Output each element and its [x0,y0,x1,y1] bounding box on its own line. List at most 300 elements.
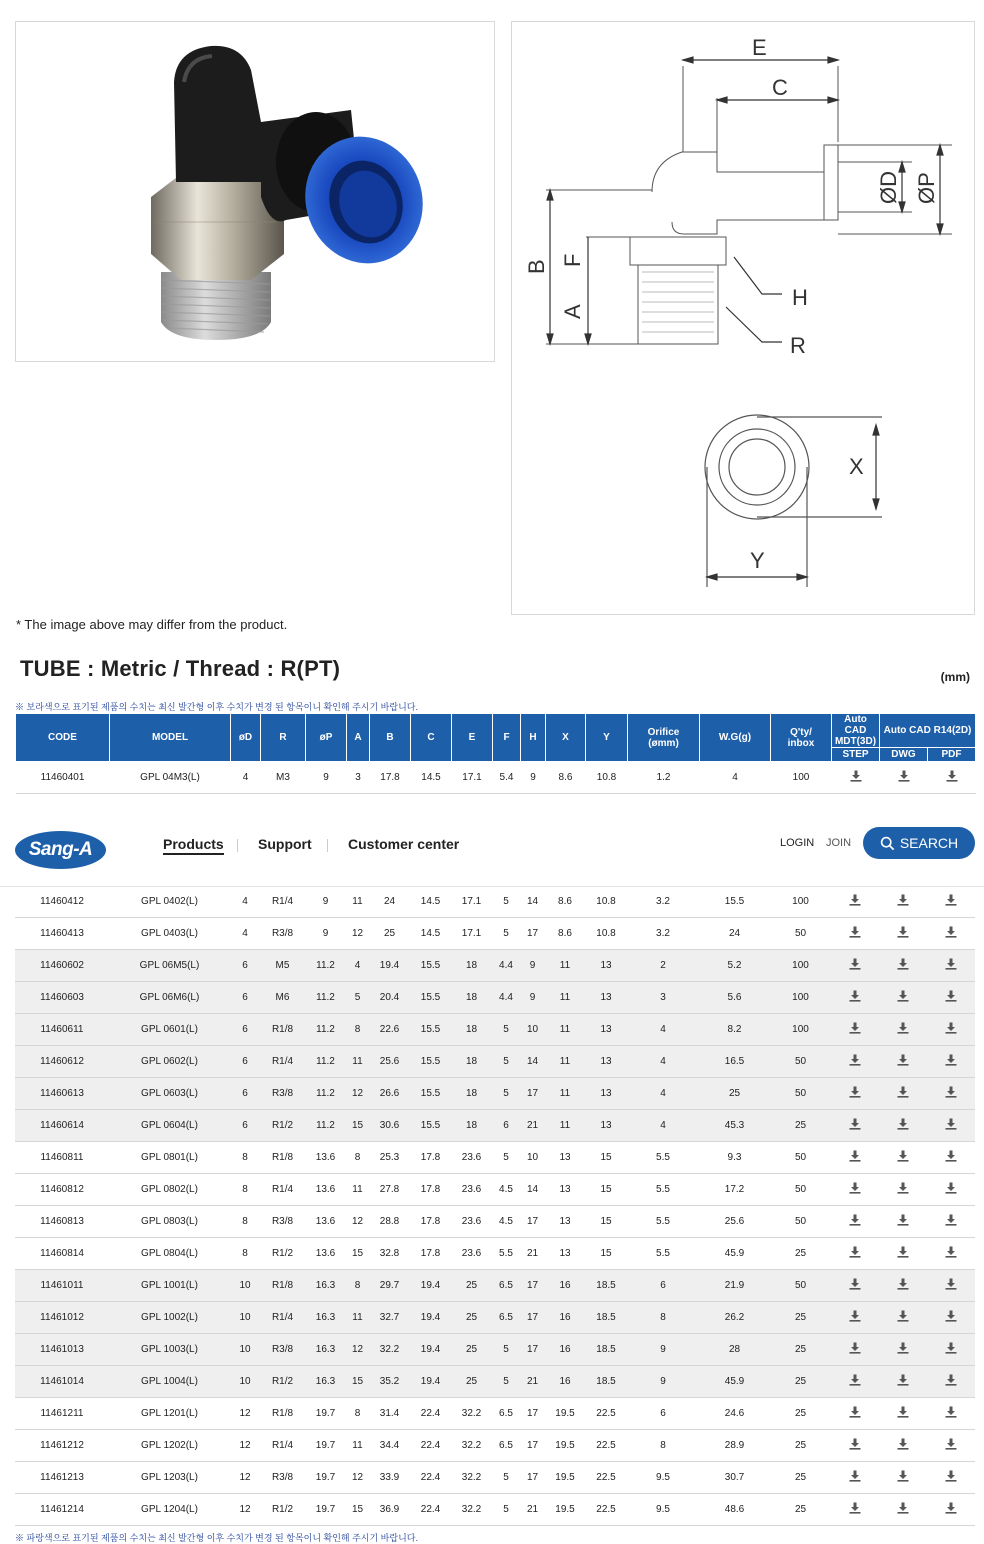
label-op: ØP [914,172,939,204]
pdf-download-icon[interactable] [945,1310,957,1322]
table-row [15,1366,975,1398]
dwg-download-icon[interactable] [897,926,909,938]
table-cell: 36.9 [369,1494,410,1526]
table-cell: 13.6 [305,1142,346,1174]
table-cell: 5 [492,1366,520,1398]
table-cell: 11.2 [305,1014,346,1046]
nav-support[interactable]: Support [258,836,312,852]
table-cell: 16.3 [305,1270,346,1302]
table-cell: 22.5 [585,1462,627,1494]
table-cell: 18 [451,982,492,1014]
dwg-download-cell [879,982,927,1014]
table-cell: 28.8 [369,1206,410,1238]
table-row [15,1238,975,1270]
table-cell: 13 [585,1110,627,1142]
table-cell: 5.5 [492,1238,520,1270]
table-cell: 13.6 [305,1206,346,1238]
login-link[interactable]: LOGIN [780,837,815,849]
table-cell: 5.5 [627,1174,699,1206]
table-cell: 100 [770,982,831,1014]
label-r: R [790,333,806,358]
table-cell: 28.9 [699,1430,770,1462]
dwg-download-icon[interactable] [897,1246,909,1258]
pdf-download-cell [927,918,975,950]
table-cell: 11460611 [15,1014,109,1046]
table-row [15,1206,975,1238]
th-op: øP [306,714,347,762]
table-cell: GPL 1004(L) [109,1366,230,1398]
table-cell: 9.5 [627,1462,699,1494]
table-cell: 5.6 [699,982,770,1014]
table-cell: 19.4 [369,950,410,982]
dwg-download-icon[interactable] [897,894,909,906]
dwg-download-cell [879,1302,927,1334]
table-cell: 19.4 [410,1334,451,1366]
table-cell: 15 [585,1142,627,1174]
table-cell: 13.6 [305,1238,346,1270]
step-download-cell [831,1270,879,1302]
table-cell: 3 [347,762,370,794]
pdf-download-cell [927,1270,975,1302]
table-cell: GPL 0601(L) [109,1014,230,1046]
table-cell: 8 [230,1238,260,1270]
table-cell: 22.4 [410,1398,451,1430]
table-cell: 5 [492,1142,520,1174]
table-cell: 9 [627,1366,699,1398]
dwg-download-icon[interactable] [897,1438,909,1450]
pdf-download-icon[interactable] [945,1214,957,1226]
table-cell: 5 [492,1014,520,1046]
table-cell: 1.2 [628,762,700,794]
dwg-download-cell [879,1398,927,1430]
dwg-download-icon[interactable] [897,1310,909,1322]
step-download-icon[interactable] [849,1438,861,1450]
table-cell: 4 [230,918,260,950]
th-c: C [411,714,452,762]
table-cell: 25.3 [369,1142,410,1174]
sang-a-logo[interactable]: Sang-A [15,831,106,869]
table-cell: 9 [305,918,346,950]
pdf-download-cell [927,1398,975,1430]
table-cell: 18 [451,1014,492,1046]
th-autocad-2d: Auto CAD R14(2D) [880,714,976,748]
table-cell: 11461211 [15,1398,109,1430]
table-cell: 8 [230,1142,260,1174]
table-cell: 12 [230,1494,260,1526]
pdf-download-icon[interactable] [945,958,957,970]
dwg-download-icon[interactable] [897,1150,909,1162]
table-cell: 29.7 [369,1270,410,1302]
table-cell: 12 [230,1462,260,1494]
search-button[interactable] [863,827,975,859]
site-header [0,808,984,887]
pdf-download-icon[interactable] [945,1342,957,1354]
nav-customer-center[interactable]: Customer center [348,836,460,852]
table-cell: 11461014 [15,1366,109,1398]
dwg-download-icon[interactable] [897,1054,909,1066]
table-cell: 10 [520,1014,545,1046]
table-cell: 9.5 [627,1494,699,1526]
dwg-download-cell [879,918,927,950]
table-cell: 5 [492,1494,520,1526]
pdf-download-icon[interactable] [945,926,957,938]
table-cell: GPL 1202(L) [109,1430,230,1462]
table-cell: 8 [346,1014,369,1046]
table-cell: 3.2 [627,918,699,950]
table-cell: GPL 1201(L) [109,1398,230,1430]
table-cell: 22.4 [410,1462,451,1494]
step-download-icon[interactable] [849,1182,861,1194]
table-cell: 25 [451,1270,492,1302]
step-download-icon[interactable] [849,1406,861,1418]
table-cell: 5 [492,1046,520,1078]
dwg-download-icon[interactable] [897,1214,909,1226]
table-cell: 4 [346,950,369,982]
table-cell: 16 [545,1302,585,1334]
table-cell: 6.5 [492,1398,520,1430]
pdf-download-cell [927,1142,975,1174]
pdf-download-icon[interactable] [945,894,957,906]
table-cell: 5.5 [627,1206,699,1238]
table-cell: 14.5 [410,918,451,950]
elbow-fitting-photo [16,22,494,361]
dwg-download-cell [879,1462,927,1494]
table-cell: 17.8 [410,1206,451,1238]
table-cell: 5 [492,1334,520,1366]
table-cell: 6 [230,1046,260,1078]
table-cell: 8 [627,1302,699,1334]
dwg-download-icon[interactable] [897,1278,909,1290]
table-cell: 16.3 [305,1334,346,1366]
table-cell: 4 [627,1014,699,1046]
table-cell: 18 [451,950,492,982]
table-cell: GPL 0803(L) [109,1206,230,1238]
table-cell: 32.2 [451,1398,492,1430]
table-cell: R1/2 [260,1110,305,1142]
table-row [15,982,975,1014]
step-download-icon[interactable] [849,1118,861,1130]
table-cell: 6 [230,1078,260,1110]
table-cell: 5 [492,918,520,950]
table-cell: 21 [520,1494,545,1526]
table-cell: 17.8 [410,1174,451,1206]
dwg-download-cell [879,950,927,982]
dwg-download-icon[interactable] [897,1118,909,1130]
table-cell: 5 [492,1462,520,1494]
table-cell: 19.7 [305,1494,346,1526]
table-cell: 11 [545,1046,585,1078]
table-cell: 11 [346,886,369,918]
table-cell: R1/2 [260,1238,305,1270]
th-qty: Q'ty/ inbox [771,714,832,762]
pdf-download-icon[interactable] [945,1086,957,1098]
th-e: E [452,714,493,762]
table-cell: 17.8 [370,762,411,794]
table-cell: 8 [627,1430,699,1462]
table-cell: 25 [369,918,410,950]
pdf-download-cell [927,1366,975,1398]
table-cell: GPL 0603(L) [109,1078,230,1110]
dwg-download-icon[interactable] [897,990,909,1002]
table-cell: 19.5 [545,1398,585,1430]
step-download-icon[interactable] [850,770,862,782]
table-cell: R1/8 [260,1270,305,1302]
table-cell: 100 [770,886,831,918]
table-cell: 50 [770,1270,831,1302]
table-cell: 20.4 [369,982,410,1014]
th-y: Y [586,714,628,762]
table-cell: R1/4 [260,1046,305,1078]
table-cell: GPL 0804(L) [109,1238,230,1270]
table-cell: 25 [770,1462,831,1494]
table-cell: 4 [700,762,771,794]
table-cell: 23.6 [451,1206,492,1238]
table-cell: R3/8 [260,1206,305,1238]
table-cell: GPL 0604(L) [109,1110,230,1142]
step-download-icon[interactable] [849,1022,861,1034]
pdf-download-icon[interactable] [945,1374,957,1386]
table-cell: M5 [260,950,305,982]
step-download-icon[interactable] [849,958,861,970]
table-cell: 24.6 [699,1398,770,1430]
table-cell: 19.5 [545,1462,585,1494]
join-link[interactable]: JOIN [826,837,852,849]
table-cell: 4 [231,762,261,794]
label-c: C [772,75,788,100]
table-cell: 25 [770,1366,831,1398]
pdf-download-icon[interactable] [945,1470,957,1482]
table-cell: 11460812 [15,1174,109,1206]
table-cell: 25 [770,1110,831,1142]
table-cell: 10 [230,1366,260,1398]
table-cell: 17.8 [410,1142,451,1174]
step-download-icon[interactable] [849,1086,861,1098]
table-cell: 23.6 [451,1238,492,1270]
dwg-download-icon[interactable] [898,770,910,782]
table-cell: 17 [520,1206,545,1238]
dwg-download-icon[interactable] [897,1022,909,1034]
table-cell: 10.8 [586,762,628,794]
dwg-download-cell [879,886,927,918]
pdf-download-icon[interactable] [945,1054,957,1066]
pdf-download-icon[interactable] [945,990,957,1002]
table-cell: 17 [520,1462,545,1494]
step-download-cell [831,982,879,1014]
table-cell: 16 [545,1270,585,1302]
table-cell: 11 [346,1430,369,1462]
th-autocad-3d: Auto CAD MDT(3D) [832,714,880,748]
step-download-cell [831,1302,879,1334]
pdf-download-icon[interactable] [945,1022,957,1034]
table-cell: 25 [699,1078,770,1110]
table-row [15,1110,975,1142]
table-cell: 11 [545,950,585,982]
step-download-icon[interactable] [849,1150,861,1162]
step-download-cell [831,950,879,982]
table-cell: 13 [585,1046,627,1078]
table-cell: 6 [627,1270,699,1302]
table-cell: 25 [770,1430,831,1462]
dwg-download-icon[interactable] [897,1502,909,1514]
table-cell: 17 [520,1078,545,1110]
table-cell: 15 [346,1494,369,1526]
table-cell: 50 [770,1078,831,1110]
pdf-download-cell [927,982,975,1014]
table-cell: 15 [346,1366,369,1398]
tube-thread-title: TUBE : Metric / Thread : R(PT) [20,656,341,681]
table-cell: 30.6 [369,1110,410,1142]
pdf-download-icon[interactable] [945,1118,957,1130]
table-cell: 10 [230,1334,260,1366]
table-cell: 25 [770,1494,831,1526]
table-cell: 13 [585,982,627,1014]
step-download-icon[interactable] [849,1310,861,1322]
table-cell: 11 [346,1046,369,1078]
step-download-cell [831,1334,879,1366]
dwg-download-icon[interactable] [897,958,909,970]
dwg-download-icon[interactable] [897,1374,909,1386]
table-cell: 32.7 [369,1302,410,1334]
pdf-download-cell [927,1238,975,1270]
pdf-download-icon[interactable] [945,1438,957,1450]
table-cell: 25 [770,1238,831,1270]
step-download-cell [831,1014,879,1046]
step-download-cell [831,1494,879,1526]
table-cell: 15.5 [410,1110,451,1142]
step-download-icon[interactable] [849,1502,861,1514]
pdf-download-icon[interactable] [945,1278,957,1290]
table-cell: 3.2 [627,886,699,918]
table-cell: 18.5 [585,1334,627,1366]
dwg-download-icon[interactable] [897,1406,909,1418]
step-download-cell [832,762,880,794]
table-cell: 100 [770,950,831,982]
table-cell: 9.3 [699,1142,770,1174]
table-cell: 17 [520,1302,545,1334]
dwg-download-icon[interactable] [897,1470,909,1482]
table-cell: 11461212 [15,1430,109,1462]
step-download-icon[interactable] [849,1214,861,1226]
pdf-download-cell [927,1430,975,1462]
table-cell: 11460614 [15,1110,109,1142]
step-download-cell [831,1238,879,1270]
table-cell: 45.3 [699,1110,770,1142]
table-cell: 45.9 [699,1366,770,1398]
th-model: MODEL [110,714,231,762]
pdf-download-icon[interactable] [945,1246,957,1258]
table-cell: 10 [230,1302,260,1334]
table-cell: 8.6 [545,918,585,950]
table-cell: 14 [520,886,545,918]
step-download-cell [831,1206,879,1238]
table-cell: GPL 0403(L) [109,918,230,950]
table-cell: 18.5 [585,1366,627,1398]
technical-drawing [511,21,975,615]
dwg-download-icon[interactable] [897,1342,909,1354]
table-cell: 8.6 [546,762,586,794]
step-download-icon[interactable] [849,1054,861,1066]
th-od: øD [231,714,261,762]
table-cell: 13 [585,950,627,982]
pdf-download-icon[interactable] [946,770,958,782]
step-download-icon[interactable] [849,990,861,1002]
table-cell: 25.6 [369,1046,410,1078]
pdf-download-icon[interactable] [945,1502,957,1514]
table-cell: 8 [346,1142,369,1174]
table-cell: 13 [585,1078,627,1110]
pdf-download-icon[interactable] [945,1182,957,1194]
nav-products[interactable]: Products [163,836,224,855]
table-cell: 11461012 [15,1302,109,1334]
dwg-download-cell [879,1270,927,1302]
table-cell: 11 [545,982,585,1014]
table-cell: 17.1 [452,762,493,794]
table-cell: 25 [770,1302,831,1334]
dwg-download-cell [879,1078,927,1110]
table-cell: 17.1 [451,886,492,918]
table-cell: 50 [770,1142,831,1174]
table-cell: 11460603 [15,982,109,1014]
table-cell: 12 [346,1206,369,1238]
step-download-icon[interactable] [849,1470,861,1482]
table-cell: 9 [305,886,346,918]
table-cell: 11461011 [15,1270,109,1302]
step-download-icon[interactable] [849,894,861,906]
table-cell: 19.5 [545,1494,585,1526]
table-cell: 9 [520,950,545,982]
table-cell: 8 [230,1206,260,1238]
table-row [15,1462,975,1494]
table-cell: 9 [521,762,546,794]
dwg-download-icon[interactable] [897,1086,909,1098]
table-cell: 4 [627,1046,699,1078]
table-row [15,1430,975,1462]
step-download-cell [831,1046,879,1078]
table-cell: 14 [520,1046,545,1078]
step-download-icon[interactable] [849,926,861,938]
step-download-icon[interactable] [849,1246,861,1258]
table-cell: GPL 0802(L) [109,1174,230,1206]
table-cell: GPL 1001(L) [109,1270,230,1302]
dwg-download-icon[interactable] [897,1182,909,1194]
step-download-icon[interactable] [849,1278,861,1290]
th-code: CODE [16,714,110,762]
table-cell: 6 [492,1110,520,1142]
table-cell: 11460602 [15,950,109,982]
table-cell: 25 [770,1398,831,1430]
table-cell: 13 [545,1238,585,1270]
table-row [16,762,976,794]
table-cell: 2 [627,950,699,982]
pdf-download-icon[interactable] [945,1150,957,1162]
step-download-icon[interactable] [849,1342,861,1354]
table-cell: 5 [346,982,369,1014]
table-cell: 8 [230,1174,260,1206]
dwg-download-cell [879,1206,927,1238]
table-cell: 11461013 [15,1334,109,1366]
table-cell: M3 [261,762,306,794]
table-cell: 15.5 [699,886,770,918]
table-cell: 50 [770,1174,831,1206]
table-cell: 16 [545,1366,585,1398]
pdf-download-icon[interactable] [945,1406,957,1418]
table-cell: 12 [230,1398,260,1430]
step-download-icon[interactable] [849,1374,861,1386]
table-cell: 32.2 [451,1430,492,1462]
table-cell: 4.5 [492,1174,520,1206]
table-cell: R1/2 [260,1366,305,1398]
table-cell: GPL 0801(L) [109,1142,230,1174]
